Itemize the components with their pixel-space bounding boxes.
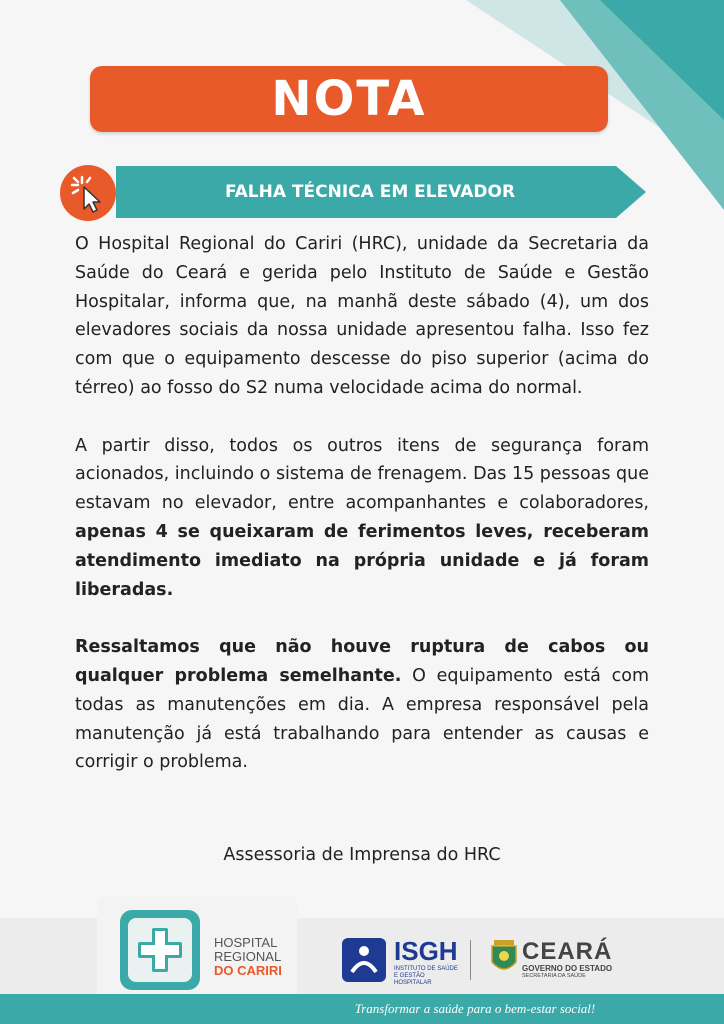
- note-body: [75, 230, 649, 806]
- ceara-department: SECRETARIA DA SAÚDE: [522, 973, 586, 979]
- click-cursor-icon: [60, 165, 116, 221]
- hospital-name: [214, 936, 282, 978]
- hospital-name-line-1: HOSPITAL: [214, 935, 278, 950]
- hospital-name-line-3: DO CARIRI: [214, 963, 282, 978]
- isgh-logo-icon: [342, 938, 386, 982]
- ceara-coat-of-arms-icon: [490, 940, 518, 976]
- cross-icon: [128, 918, 192, 982]
- subtitle: FALHA TÉCNICA EM ELEVADOR: [224, 182, 516, 202]
- paragraph-3: [75, 633, 649, 777]
- paragraph-2-highlight: apenas 4 se queixaram de ferimentos leves, receberam atendimento imediato na própria unidade e já foram liberadas.: [75, 521, 649, 600]
- paragraph-1: O Hospital Regional do Cariri (HRC), unidade da Secretaria da Saúde do Ceará e gerida pelo Instituto de Saúde e Gestão Hospitalar, informa que, na manhã deste sábado (4), um dos elevadores sociais da nossa unidade apresentou falha. Isso fez com que o equipamento descesse do piso superior (acima do térreo) ao fosso do S2 numa velocidade acima do normal.: [75, 234, 649, 398]
- page-title: NOTA: [271, 71, 427, 127]
- paragraph-2-text: A partir disso, todos os outros itens de segurança foram acionados, incluindo o sistema de frenagem. Das 15 pessoas que estavam no elevador, entre acompanhantes e colaboradores,: [75, 435, 649, 514]
- signature: Assessoria de Imprensa do HRC: [223, 845, 501, 865]
- nota-banner: [90, 66, 608, 132]
- ceara-subtitle: GOVERNO DO ESTADO: [522, 964, 613, 973]
- ceara-title: CEARÁ: [522, 938, 613, 965]
- isgh-subtitle: INSTITUTO DE SAÚDE E GESTÃO HOSPITALAR: [394, 966, 458, 986]
- isgh-title: ISGH: [394, 936, 458, 966]
- logo-divider: [470, 940, 471, 980]
- paragraph-2: [75, 432, 649, 605]
- slogan: Transformar a saúde para o bem-estar social!: [354, 1001, 596, 1016]
- hospital-name-line-2: REGIONAL: [214, 949, 282, 964]
- paragraph-3-highlight: Ressaltamos que não houve ruptura de cabos ou qualquer problema semelhante.: [75, 637, 649, 686]
- paragraph-3-text: O equipamento está com todas as manutenções em dia. A empresa responsável pela manutenção já está trabalhando para entender as causas e corrigir o problema.: [75, 665, 649, 773]
